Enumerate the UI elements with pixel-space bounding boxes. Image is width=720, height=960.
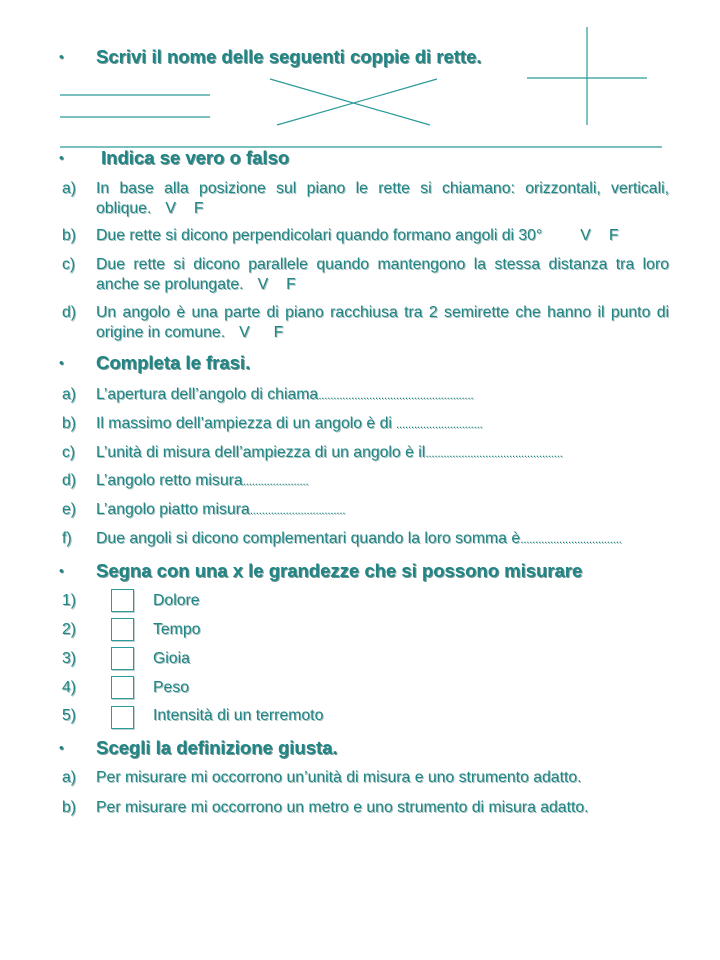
item-label: f) xyxy=(62,530,72,547)
exercise-5-heading: Scegli la definizione giusta. xyxy=(96,737,338,758)
completion-sentence xyxy=(96,529,622,549)
bullet: • xyxy=(59,150,64,165)
sentence-text: Due angoli si dicono complementari quando la loro somma è xyxy=(96,530,521,547)
false-option: F xyxy=(193,200,204,217)
fill-in-blank: .............................................. xyxy=(425,446,563,460)
true-option: V xyxy=(239,324,250,341)
sentence-text: L’apertura dell’angolo di chiama xyxy=(96,386,319,403)
completion-item xyxy=(0,500,720,520)
completion-item xyxy=(0,414,720,434)
true-option: V xyxy=(580,227,591,244)
exercise-3-heading: Completa le frasi. xyxy=(96,352,251,373)
item-label: c) xyxy=(62,444,76,461)
completion-sentence xyxy=(96,443,563,463)
checklist-item xyxy=(0,678,720,698)
completion-sentence xyxy=(96,414,482,434)
quantity-label: Peso xyxy=(153,679,190,696)
sentence-text: L’angolo piatto misura xyxy=(96,501,250,518)
completion-sentence xyxy=(96,385,473,405)
item-label: e) xyxy=(62,501,77,518)
item-label: d) xyxy=(62,472,77,489)
true-false-item-continuation xyxy=(0,275,720,295)
statement-line: Un angolo è una parte di piano racchiusa tra 2 semirette che hanno il punto di xyxy=(96,304,669,321)
quantity-label: Tempo xyxy=(153,621,201,638)
exercise-2-heading: Indica se vero o falso xyxy=(101,147,290,168)
item-label: 5) xyxy=(62,707,77,724)
statement-last-line xyxy=(96,275,296,295)
true-false-item xyxy=(0,179,720,199)
statement-last-line xyxy=(96,199,204,219)
exercise-1-heading: Scrivi il nome delle seguenti coppie di rette. xyxy=(96,46,482,67)
incident-line-a xyxy=(270,79,430,125)
completion-item xyxy=(0,529,720,549)
statement-line: In base alla posizione sul piano le rette si chiamano: orizzontali, verticali, xyxy=(96,180,669,197)
item-label: a) xyxy=(62,180,77,197)
quantity-label: Dolore xyxy=(153,592,200,609)
fill-in-blank: ...................... xyxy=(242,474,309,488)
item-label: b) xyxy=(62,799,77,816)
exercise-4-heading-row xyxy=(0,560,720,582)
fill-in-blank: ............................. xyxy=(395,417,483,431)
bullet: • xyxy=(59,740,64,755)
exercise-2-heading-row xyxy=(0,147,720,169)
quantity-label: Intensità di un terremoto xyxy=(153,707,324,724)
quantity-label: Gioia xyxy=(153,650,190,667)
statement-last-line xyxy=(96,323,283,343)
exercise-1-heading-row xyxy=(0,46,720,68)
true-false-item xyxy=(0,255,720,275)
item-label: b) xyxy=(62,415,77,432)
bullet: • xyxy=(59,355,64,370)
exercise-4-heading: Segna con una x le grandezze che si possono misurare xyxy=(96,560,583,581)
item-label: 4) xyxy=(62,679,77,696)
item-label: a) xyxy=(62,386,77,403)
item-label: 3) xyxy=(62,650,77,667)
true-false-item xyxy=(0,303,720,323)
item-label: 2) xyxy=(62,621,77,638)
completion-sentence xyxy=(96,471,308,491)
exercise-3-heading-row xyxy=(0,352,720,374)
true-option: V xyxy=(257,276,269,293)
definition-text: Per misurare mi occorrono un’unità di misura e uno strumento adatto. xyxy=(96,769,582,786)
true-option: V xyxy=(165,200,176,217)
true-false-item-continuation xyxy=(0,199,720,219)
item-label: 1) xyxy=(62,592,77,609)
statement-last-line xyxy=(96,226,619,246)
checklist-item xyxy=(0,706,720,726)
false-option: F xyxy=(608,227,619,244)
fill-in-blank: ................................ xyxy=(249,503,346,517)
completion-sentence xyxy=(96,500,345,520)
exercise-5-heading-row xyxy=(0,737,720,759)
item-label: d) xyxy=(62,304,77,321)
false-option: F xyxy=(273,324,284,341)
false-option: F xyxy=(286,276,296,293)
checklist-item xyxy=(0,620,720,640)
definition-option xyxy=(0,768,720,788)
sentence-text: L’unità di misura dell’ampiezza di un angolo è il xyxy=(96,444,426,461)
fill-in-blank: .................................. xyxy=(520,532,622,546)
sentence-text: Il massimo dell’ampiezza di un angolo è di xyxy=(96,415,392,432)
completion-item xyxy=(0,443,720,463)
true-false-item-continuation xyxy=(0,323,720,343)
statement-line: origine in comune. xyxy=(96,324,226,341)
statement-line: Due rette si dicono perpendicolari quando formano angoli di 30° xyxy=(96,227,543,244)
definition-option xyxy=(0,798,720,818)
completion-item xyxy=(0,471,720,491)
statement-line: Due rette si dicono parallele quando mantengono la stessa distanza tra loro xyxy=(96,256,669,273)
statement-line: oblique. xyxy=(96,200,152,217)
completion-item xyxy=(0,385,720,405)
item-label: a) xyxy=(62,769,77,786)
checklist-item xyxy=(0,591,720,611)
checklist-item xyxy=(0,649,720,669)
true-false-item xyxy=(0,226,720,246)
bullet: • xyxy=(59,563,64,578)
item-label: c) xyxy=(62,256,76,273)
fill-in-blank: .................................................... xyxy=(318,388,474,402)
definition-text: Per misurare mi occorrono un metro e uno strumento di misura adatto. xyxy=(96,799,589,816)
statement-line: anche se prolungate. xyxy=(96,276,244,293)
sentence-text: L’angolo retto misura xyxy=(96,472,243,489)
bullet: • xyxy=(59,49,64,64)
item-label: b) xyxy=(62,227,77,244)
incident-line-b xyxy=(277,79,437,125)
